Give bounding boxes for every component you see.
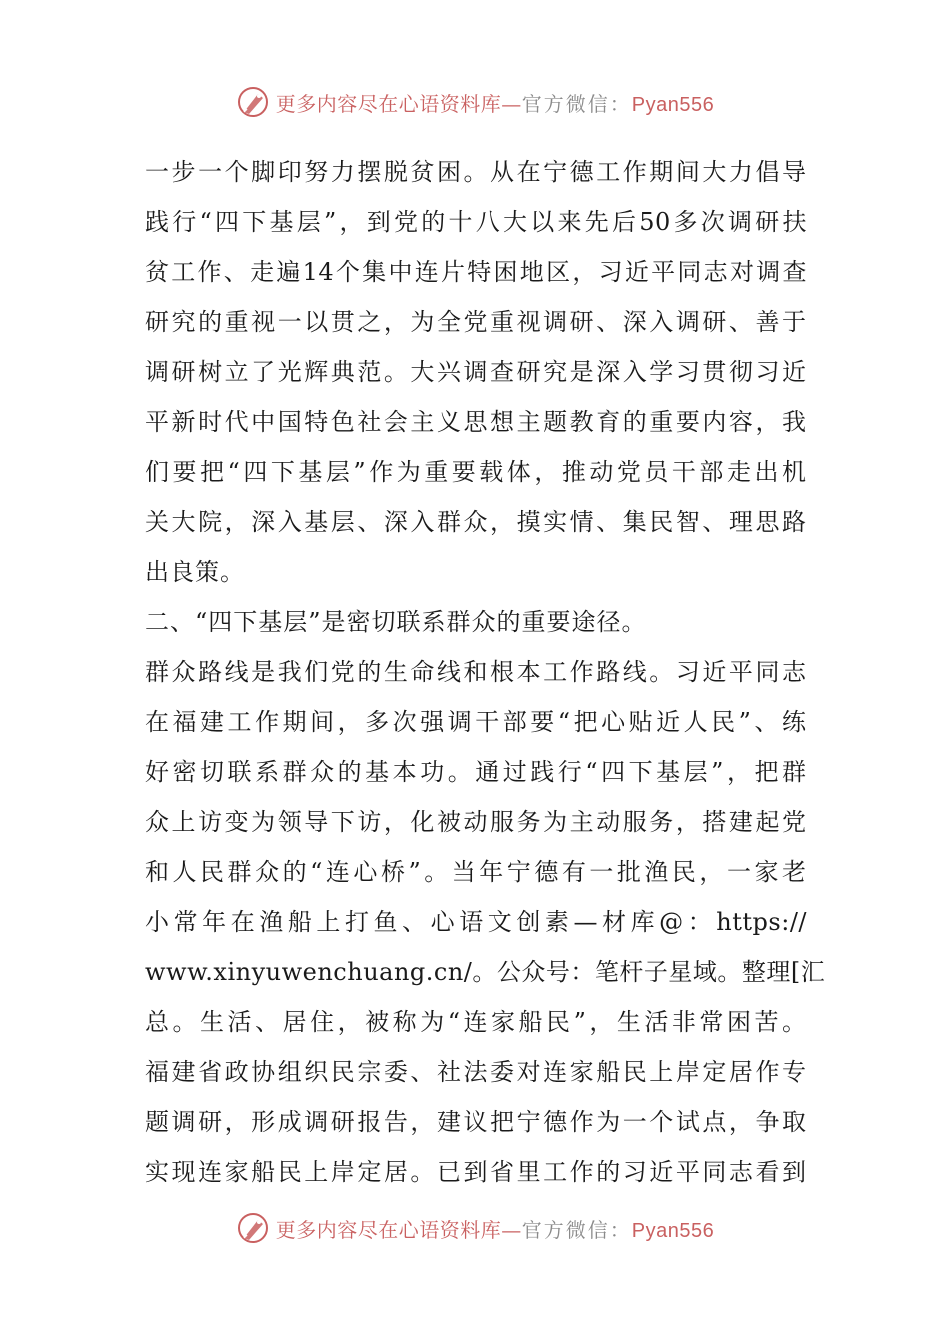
header-wechat-label: 官方微信： — [521, 91, 632, 116]
header-banner — [0, 82, 950, 122]
header-text — [276, 88, 714, 117]
header-site-text: 更多内容尽在心语资料库 — [275, 91, 502, 116]
text-line: 福建省政协组织民宗委、社法委对连家船民上岸定居作专 — [145, 1058, 807, 1086]
footer-text — [276, 1214, 714, 1243]
footer-wechat-label: 官方微信： — [521, 1217, 632, 1242]
text-line: www.xinyuwenchuang.cn/。公众号：笔杆子星域。整理[汇 — [145, 958, 826, 986]
text-line: 平新时代中国特色社会主义思想主题教育的重要内容，我 — [145, 408, 807, 436]
document-body — [145, 147, 826, 1197]
text-line: 题调研，形成调研报告，建议把宁德作为一个试点，争取 — [145, 1108, 807, 1136]
text-line: 研究的重视一以贯之，为全党重视调研、深入调研、善于 — [145, 308, 807, 336]
header-wechat-id: Pyan556 — [631, 93, 715, 116]
pen-nib-logo-icon — [236, 1211, 270, 1245]
text-line: 好密切联系群众的基本功。通过践行“四下基层”，把群 — [145, 758, 807, 786]
header-dash: — — [501, 91, 522, 116]
text-line: 出良策。 — [145, 558, 245, 586]
text-line: 践行“四下基层”，到党的十八大以来先后50多次调研扶 — [145, 208, 807, 236]
text-line: 小常年在渔船上打鱼、心语文创素—材库@：https:// — [145, 908, 807, 936]
text-line: 调研树立了光辉典范。大兴调查研究是深入学习贯彻习近 — [145, 358, 807, 386]
text-line: 总。生活、居住，被称为“连家船民”，生活非常困苦。 — [145, 1008, 807, 1036]
text-line: 在福建工作期间，多次强调干部要“把心贴近人民”、练 — [145, 708, 807, 736]
footer-wechat-id: Pyan556 — [631, 1219, 715, 1242]
footer-dash: — — [501, 1217, 522, 1242]
footer-site-text: 更多内容尽在心语资料库 — [275, 1217, 502, 1242]
section-heading: 二、“四下基层”是密切联系群众的重要途径。 — [145, 608, 647, 636]
text-line: 群众路线是我们党的生命线和根本工作路线。习近平同志 — [145, 658, 807, 686]
pen-nib-logo-icon — [236, 85, 270, 119]
text-line: 众上访变为领导下访，化被动服务为主动服务，搭建起党 — [145, 808, 807, 836]
text-line: 和人民群众的“连心桥”。当年宁德有一批渔民，一家老 — [145, 858, 807, 886]
footer-banner — [0, 1208, 950, 1248]
text-line: 一步一个脚印努力摆脱贫困。从在宁德工作期间大力倡导 — [145, 158, 807, 186]
text-line: 实现连家船民上岸定居。已到省里工作的习近平同志看到 — [145, 1158, 807, 1186]
text-line: 们要把“四下基层”作为重要载体，推动党员干部走出机 — [145, 458, 807, 486]
text-line: 贫工作、走遍14个集中连片特困地区，习近平同志对调查 — [145, 258, 807, 286]
text-line: 关大院，深入基层、深入群众，摸实情、集民智、理思路 — [145, 508, 807, 536]
